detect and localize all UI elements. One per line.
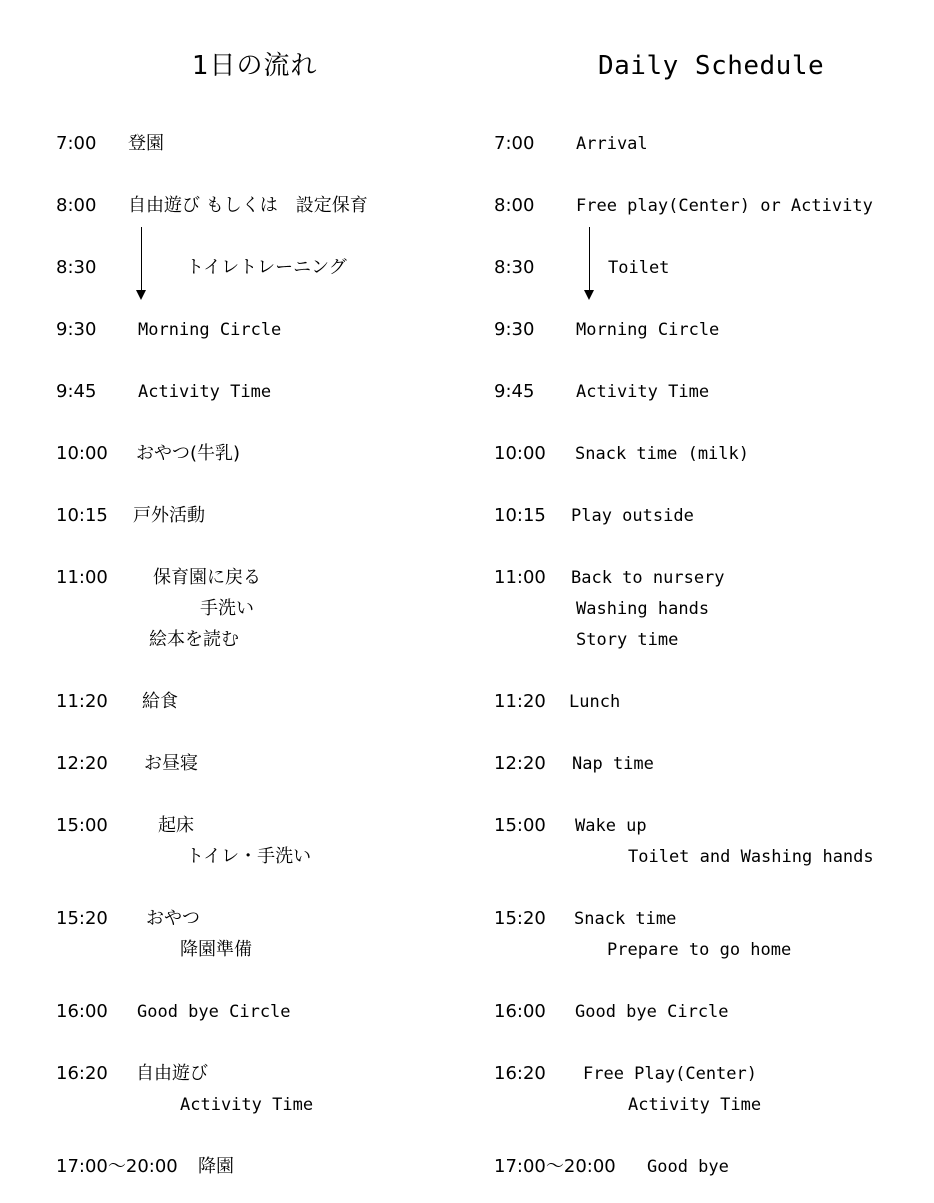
en-time-r7: 11:00 xyxy=(494,567,546,588)
en-time-r1: 8:00 xyxy=(494,195,535,216)
ja-activity-r1: 自由遊び もしくは 設定保育 xyxy=(128,195,368,216)
en-time-r13: 16:20 xyxy=(494,1063,546,1084)
en-down-arrow-icon xyxy=(584,290,594,300)
ja-activity-r13-line1: 自由遊び xyxy=(136,1063,208,1084)
ja-time-r5: 10:00 xyxy=(56,443,108,464)
en-activity-r2: Toilet xyxy=(608,258,670,278)
en-activity-r8: Lunch xyxy=(569,692,621,712)
en-activity-r9: Nap time xyxy=(572,754,654,774)
ja-time-r11: 15:20 xyxy=(56,908,108,929)
en-time-r4: 9:45 xyxy=(494,381,535,402)
en-time-r11: 15:20 xyxy=(494,908,546,929)
en-activity-r13-line2: Activity Time xyxy=(628,1095,762,1115)
ja-time-r2: 8:30 xyxy=(56,257,97,278)
ja-activity-r5: おやつ(牛乳) xyxy=(136,443,241,464)
en-time-r9: 12:20 xyxy=(494,753,546,774)
ja-time-r1: 8:00 xyxy=(56,195,97,216)
ja-activity-r2: トイレトレーニング xyxy=(186,257,347,278)
en-activity-r14: Good bye xyxy=(647,1157,729,1177)
en-activity-r10-line1: Wake up xyxy=(575,816,647,836)
ja-activity-r7-line3: 絵本を読む xyxy=(149,629,239,650)
en-time-r6: 10:15 xyxy=(494,505,546,526)
ja-time-r0: 7:00 xyxy=(56,133,97,154)
ja-activity-r7-line1: 保育園に戻る xyxy=(153,567,261,588)
en-activity-r4: Activity Time xyxy=(576,382,710,402)
ja-time-r12: 16:00 xyxy=(56,1001,108,1022)
en-activity-r13-line1: Free Play(Center) xyxy=(583,1064,757,1084)
en-activity-r7-line1: Back to nursery xyxy=(571,568,725,588)
en-activity-r0: Arrival xyxy=(576,134,648,154)
ja-activity-r10-line1: 起床 xyxy=(158,815,194,836)
ja-time-r8: 11:20 xyxy=(56,691,108,712)
ja-activity-r6: 戸外活動 xyxy=(133,505,205,526)
ja-time-r3: 9:30 xyxy=(56,319,97,340)
ja-time-r10: 15:00 xyxy=(56,815,108,836)
ja-down-arrow-line xyxy=(141,227,142,291)
en-time-r8: 11:20 xyxy=(494,691,546,712)
en-activity-r11-line1: Snack time xyxy=(574,909,677,929)
en-activity-r1: Free play(Center) or Activity xyxy=(576,196,873,216)
en-activity-r5: Snack time (milk) xyxy=(575,444,749,464)
en-time-r14: 17:00～20:00 xyxy=(494,1156,616,1177)
ja-activity-r11-line2: 降園準備 xyxy=(180,939,252,960)
ja-activity-r3: Morning Circle xyxy=(138,320,282,340)
ja-time-r4: 9:45 xyxy=(56,381,97,402)
en-time-r0: 7:00 xyxy=(494,133,535,154)
en-activity-r3: Morning Circle xyxy=(576,320,720,340)
en-time-r3: 9:30 xyxy=(494,319,535,340)
japanese-title: 1日の流れ xyxy=(192,51,318,81)
ja-activity-r9: お昼寝 xyxy=(144,753,198,774)
en-down-arrow-line xyxy=(589,227,590,291)
ja-activity-r12: Good bye Circle xyxy=(137,1002,291,1022)
en-time-r12: 16:00 xyxy=(494,1001,546,1022)
en-time-r5: 10:00 xyxy=(494,443,546,464)
ja-down-arrow-icon xyxy=(136,290,146,300)
ja-activity-r13-line2: Activity Time xyxy=(180,1095,314,1115)
ja-time-r6: 10:15 xyxy=(56,505,108,526)
ja-activity-r8: 給食 xyxy=(142,691,178,712)
english-title: Daily Schedule xyxy=(598,51,825,81)
ja-activity-r0: 登園 xyxy=(128,133,164,154)
en-activity-r11-line2: Prepare to go home xyxy=(607,940,792,960)
ja-activity-r7-line2: 手洗い xyxy=(200,598,254,619)
en-activity-r6: Play outside xyxy=(571,506,694,526)
en-activity-r7-line2: Washing hands xyxy=(576,599,710,619)
en-activity-r12: Good bye Circle xyxy=(575,1002,729,1022)
ja-activity-r11-line1: おやつ xyxy=(146,908,200,929)
en-time-r10: 15:00 xyxy=(494,815,546,836)
ja-time-r13: 16:20 xyxy=(56,1063,108,1084)
en-time-r2: 8:30 xyxy=(494,257,535,278)
ja-time-r14: 17:00～20:00 xyxy=(56,1156,178,1177)
ja-activity-r4: Activity Time xyxy=(138,382,272,402)
ja-time-r9: 12:20 xyxy=(56,753,108,774)
en-activity-r7-line3: Story time xyxy=(576,630,679,650)
ja-time-r7: 11:00 xyxy=(56,567,108,588)
en-activity-r10-line2: Toilet and Washing hands xyxy=(628,847,874,867)
ja-activity-r14: 降園 xyxy=(198,1156,234,1177)
ja-activity-r10-line2: トイレ・手洗い xyxy=(186,846,312,867)
